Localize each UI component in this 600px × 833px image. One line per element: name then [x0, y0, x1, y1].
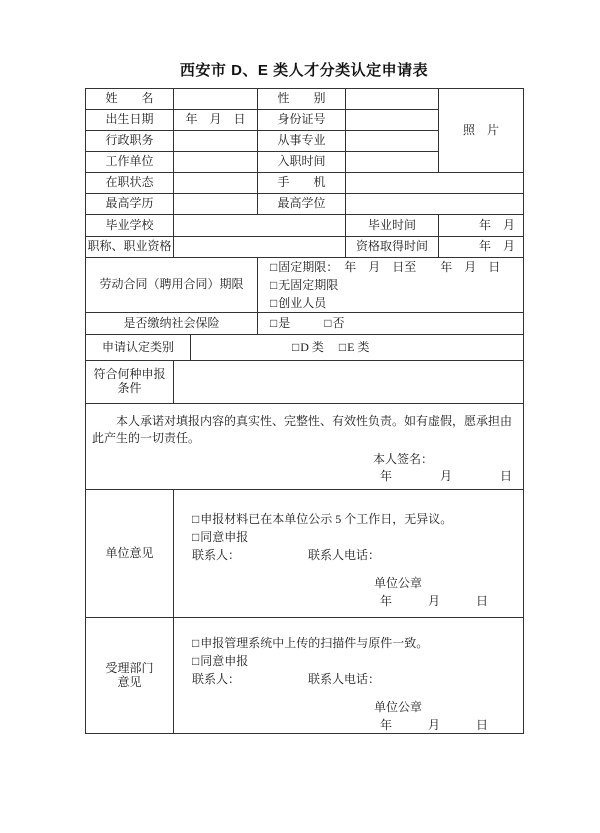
id-number-label: 身份证号	[258, 110, 346, 131]
employer-label: 工作单位	[86, 152, 174, 173]
conditions-label	[86, 361, 174, 404]
degree-label: 最高学位	[258, 194, 346, 215]
gender-input-cell[interactable]	[346, 89, 439, 110]
job-status-label: 在职状态	[86, 173, 174, 194]
category-option-e[interactable]	[339, 341, 370, 355]
qual-time-input-cell[interactable]: 年 月	[439, 237, 523, 258]
social-insurance-label: 是否缴纳社会保险	[86, 313, 258, 335]
education-input-cell[interactable]	[174, 194, 258, 215]
accepting-dept-label-line2: 意见	[117, 674, 142, 689]
employer-seal-label: 单位公章	[374, 576, 423, 590]
checkbox-icon[interactable]: □	[192, 530, 200, 544]
dept-option-scan-match[interactable]	[192, 634, 523, 652]
degree-input-cell[interactable]	[346, 194, 523, 215]
school-input-cell[interactable]	[174, 215, 346, 237]
application-form-table	[85, 88, 524, 734]
conditions-label-line2: 条件	[117, 381, 142, 395]
dept-phone-label[interactable]: 联系人电话：	[308, 672, 381, 686]
grad-time-label: 毕业时间	[346, 215, 439, 237]
employer-option-agree[interactable]	[192, 528, 523, 546]
checkbox-icon[interactable]: □	[192, 636, 200, 650]
birth-date-input-cell[interactable]: 年 月 日	[174, 110, 258, 131]
insurance-option-yes-label: 是	[278, 315, 291, 330]
checkbox-icon[interactable]: □	[270, 278, 278, 292]
photo-cell: 照 片	[439, 89, 523, 173]
checkbox-icon[interactable]: □	[338, 339, 347, 354]
insurance-option-no[interactable]	[324, 317, 344, 331]
job-status-input-cell[interactable]	[174, 173, 258, 194]
employer-option-publicized-label: 申报材料已在本单位公示 5 个工作日，无异议。	[200, 512, 453, 526]
hire-date-label: 入职时间	[258, 152, 346, 173]
major-input-cell[interactable]	[346, 131, 439, 152]
apply-category-label: 申请认定类别	[86, 335, 191, 361]
contract-option-open-ended[interactable]	[270, 276, 338, 294]
dept-option-scan-match-label: 申报管理系统中上传的扫描件与原件一致。	[200, 636, 429, 650]
titles-label: 职称、职业资格	[86, 237, 174, 258]
employer-contact-label[interactable]: 联系人：	[192, 548, 241, 562]
checkbox-icon[interactable]: □	[324, 315, 332, 330]
gender-label: 性 别	[258, 89, 346, 110]
checkbox-icon[interactable]: □	[270, 296, 278, 310]
employer-opinion-cell	[174, 490, 523, 618]
qual-time-label: 资格取得时间	[346, 237, 439, 258]
titles-input-cell[interactable]	[174, 237, 346, 258]
contract-term-options-cell	[258, 258, 523, 313]
employer-option-agree-label: 同意申报	[200, 530, 249, 544]
insurance-option-no-label: 否	[332, 315, 345, 330]
hire-date-input-cell[interactable]	[346, 152, 439, 173]
accepting-dept-label-line1: 受理部门	[105, 660, 154, 675]
mobile-input-cell[interactable]	[346, 173, 523, 194]
checkbox-icon[interactable]: □	[270, 315, 278, 330]
name-input-cell[interactable]	[174, 89, 258, 110]
dept-option-agree[interactable]	[192, 652, 523, 670]
major-label: 从事专业	[258, 131, 346, 152]
category-option-d-label: D 类	[300, 339, 324, 354]
education-label: 最高学历	[86, 194, 174, 215]
id-number-input-cell[interactable]	[346, 110, 439, 131]
admin-post-label: 行政职务	[86, 131, 174, 152]
employer-date[interactable]: 年 月 日	[380, 594, 489, 608]
school-label: 毕业学校	[86, 215, 174, 237]
dept-contact-line	[192, 670, 523, 688]
checkbox-icon[interactable]: □	[192, 654, 200, 668]
signature-date[interactable]: 年 月 日	[380, 469, 513, 483]
form-title: 西安市 D、E 类人才分类认定申请表	[179, 62, 429, 79]
contract-option-fixed-term-label: 固定期限： 年 月 日至 年 月 日	[278, 260, 501, 274]
contract-option-open-ended-label: 无固定期限	[278, 278, 339, 292]
employer-option-publicized[interactable]	[192, 510, 523, 528]
employer-opinion-label: 单位意见	[86, 490, 174, 618]
conditions-input-cell[interactable]	[174, 361, 523, 404]
checkbox-icon[interactable]: □	[270, 260, 278, 274]
conditions-label-line1: 符合何种申报	[93, 367, 166, 382]
declaration-cell	[86, 404, 523, 490]
category-option-d[interactable]	[292, 341, 324, 355]
declaration-text: 本人承诺对填报内容的真实性、完整性、有效性负责。如有虚假，愿承担由此产生的一切责任。	[92, 414, 513, 445]
birth-date-label: 出生日期	[86, 110, 174, 131]
category-option-e-label: E 类	[347, 339, 370, 354]
insurance-option-yes[interactable]	[270, 317, 290, 331]
mobile-label: 手 机	[258, 173, 346, 194]
employer-contact-line	[192, 546, 523, 564]
apply-category-options-cell	[191, 335, 523, 361]
accepting-dept-cell	[174, 618, 523, 733]
employer-input-cell[interactable]	[174, 152, 258, 173]
dept-option-agree-label: 同意申报	[200, 654, 249, 668]
employer-phone-label[interactable]: 联系人电话：	[308, 548, 381, 562]
signature-label[interactable]: 本人签名：	[373, 452, 434, 466]
accepting-dept-label	[86, 618, 174, 733]
contract-option-entrepreneur[interactable]	[270, 294, 326, 312]
checkbox-icon[interactable]: □	[292, 339, 300, 354]
social-insurance-options-cell	[258, 313, 523, 335]
name-label: 姓 名	[86, 89, 174, 110]
dept-contact-label[interactable]: 联系人：	[192, 672, 241, 686]
dept-seal-label: 单位公章	[374, 700, 423, 714]
contract-option-fixed-term[interactable]	[270, 258, 500, 276]
contract-term-label: 劳动合同（聘用合同）期限	[86, 258, 258, 313]
checkbox-icon[interactable]: □	[192, 512, 200, 526]
grad-time-input-cell[interactable]: 年 月	[439, 215, 523, 237]
contract-option-entrepreneur-label: 创业人员	[278, 296, 327, 310]
dept-date[interactable]: 年 月 日	[380, 718, 489, 732]
admin-post-input-cell[interactable]	[174, 131, 258, 152]
